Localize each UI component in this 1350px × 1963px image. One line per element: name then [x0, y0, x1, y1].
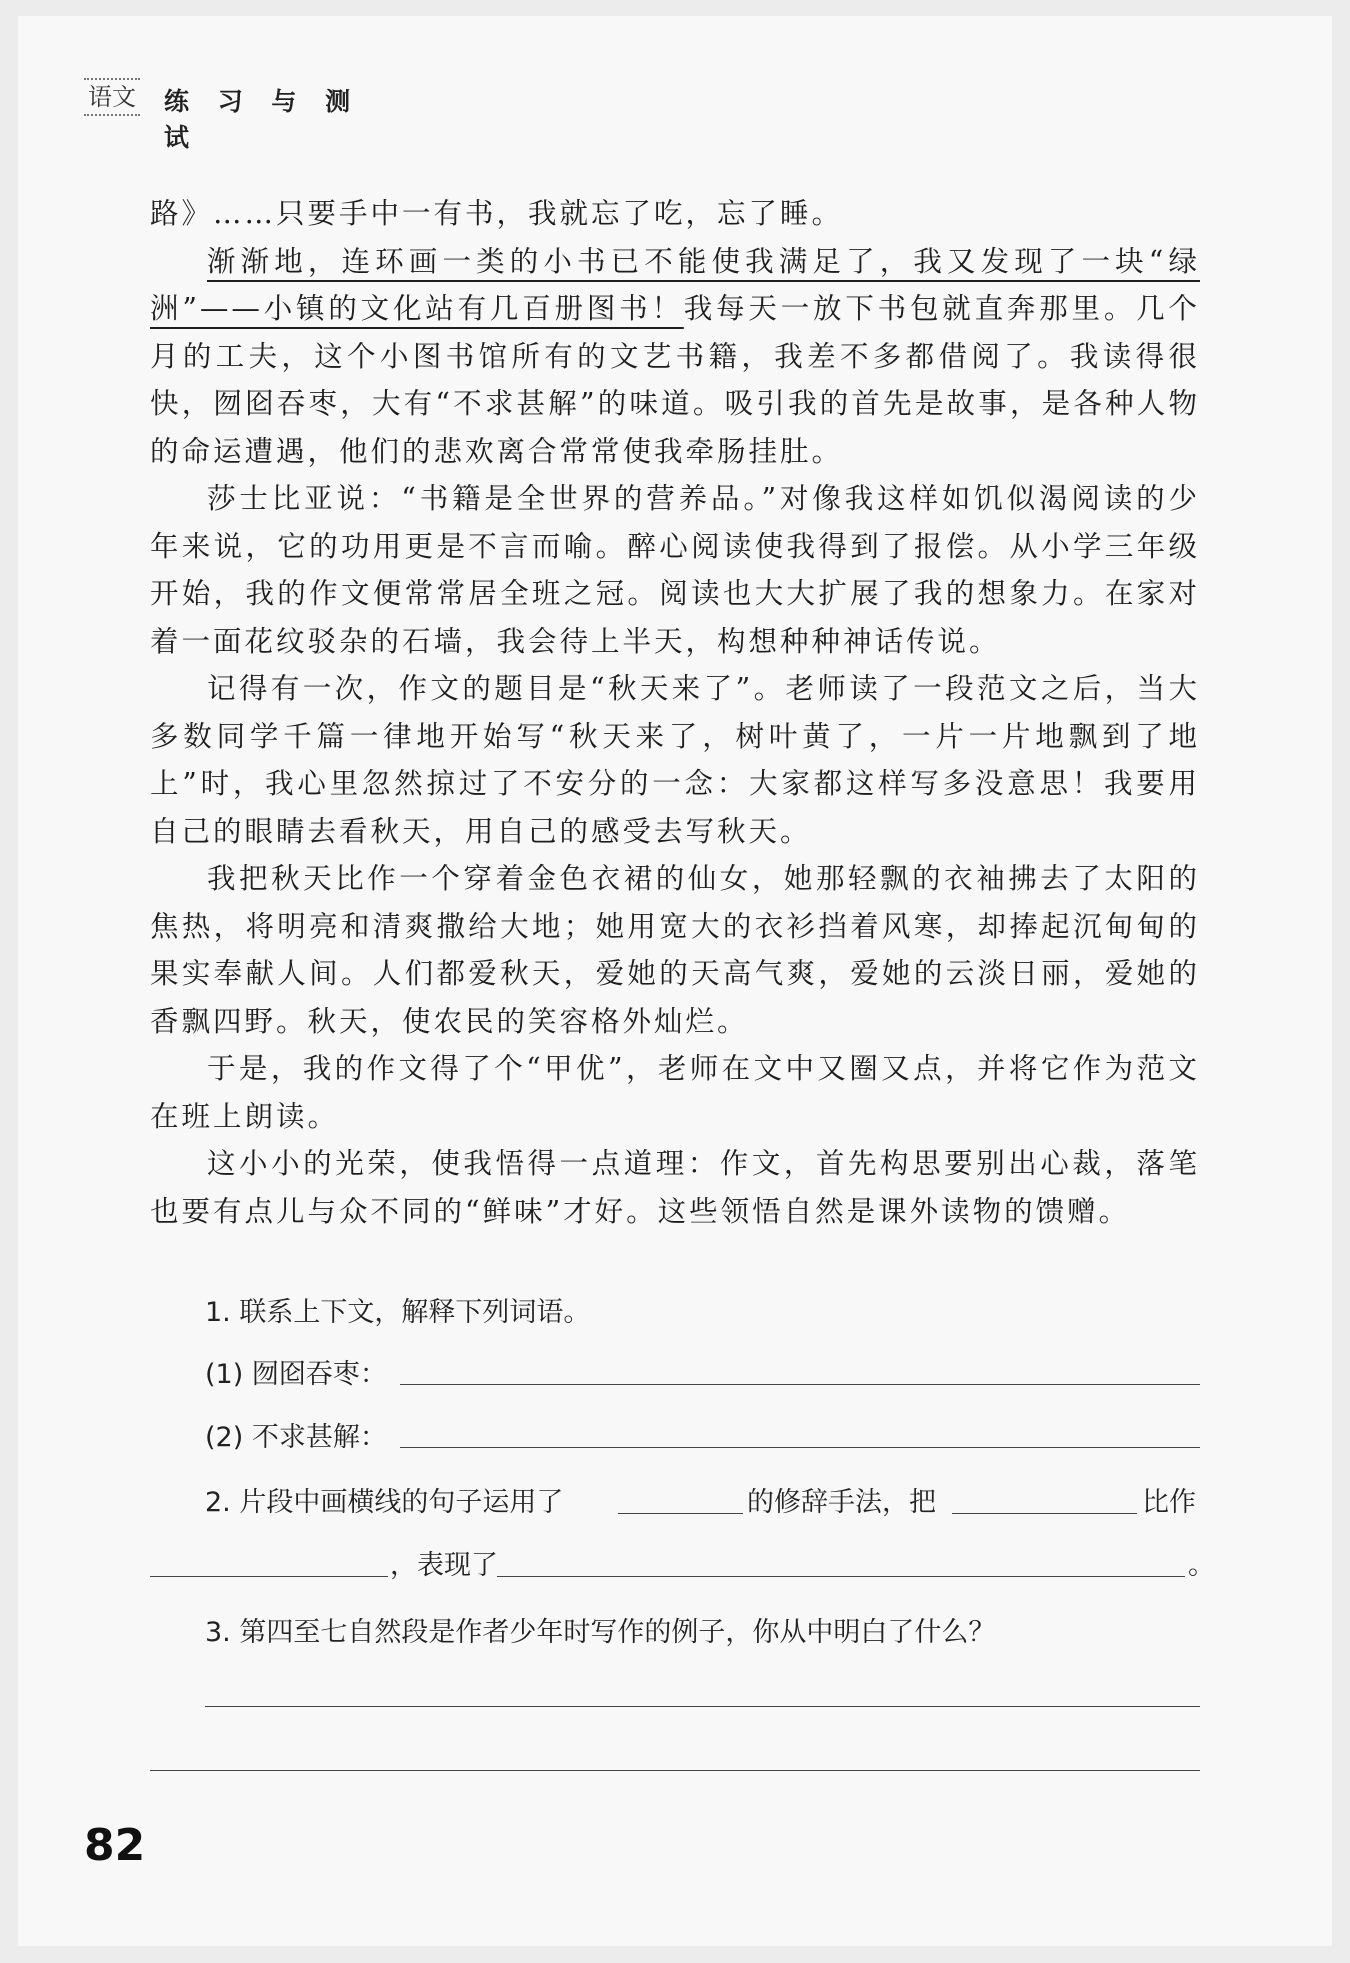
question-2-part-d: ，表现了: [390, 1550, 498, 1581]
underlined-sentence: 渐渐地，连环画一类的小书已不能使我满足了，我又发现了一块“绿洲”——小镇的文化站有几百册图书！: [150, 244, 1200, 325]
answer-line-3b[interactable]: [150, 1770, 1200, 1771]
question-2-part-b: 的修辞手法，把: [747, 1487, 936, 1518]
page-header: [84, 62, 384, 152]
book-title: 练 习 与 测 试: [164, 87, 361, 152]
answer-blank-shows[interactable]: [497, 1576, 1185, 1577]
paragraph-1-rest: 我每天一放下书包就直奔那里。几个月的工夫，这个小图书馆所有的文艺书籍，我差不多都借阅了。我读得很快，囫囵吞枣，大有“不求甚解”的味道。吸引我的首先是故事，是各种人物的命运遭遇，他们的悲欢离合常常使我牵肠挂肚。: [150, 292, 1200, 468]
paragraph-4: 我把秋天比作一个穿着金色衣裙的仙女，她那轻飘的衣袖拂去了太阳的焦热，将明亮和清爽撒给大地；她用宽大的衣衫挡着风寒，却捧起沉甸甸的果实奉献人间。人们都爱秋天，爱她的天高气爽，爱她的云淡日丽，爱她的香飘四野。秋天，使农民的笑容格外灿烂。: [150, 862, 1200, 1038]
page-number: 82: [84, 1820, 146, 1871]
answer-blank-rhetoric[interactable]: [618, 1513, 743, 1514]
answer-line-1-1[interactable]: [400, 1384, 1200, 1385]
question-1-2-label: (2) 不求甚解：: [205, 1422, 387, 1453]
question-3: 3. 第四至七自然段是作者少年时写作的例子，你从中明白了什么？: [205, 1617, 996, 1648]
answer-blank-object[interactable]: [952, 1513, 1137, 1514]
subject-label: 语文: [84, 78, 140, 116]
paragraph-2: 莎士比亚说：“书籍是全世界的营养品。”对像我这样如饥似渴阅读的少年来说，它的功用更是不言而喻。醉心阅读使我得到了报偿。从小学三年级开始，我的作文便常常居全班之冠。阅读也大大扩展了我的想象力。在家对着一面花纹驳杂的石墙，我会待上半天，构想种种神话传说。: [150, 482, 1200, 658]
answer-line-1-2[interactable]: [400, 1447, 1200, 1448]
question-2-part-a: 2. 片段中画横线的句子运用了: [205, 1487, 564, 1518]
question-1-1-label: (1) 囫囵吞枣：: [205, 1359, 387, 1390]
question-2-part-e: 。: [1188, 1550, 1215, 1581]
paragraph-5: 于是，我的作文得了个“甲优”，老师在文中又圈又点，并将它作为范文在班上朗读。: [150, 1052, 1200, 1133]
answer-line-3a[interactable]: [205, 1706, 1200, 1707]
paragraph-1: [150, 238, 1200, 476]
paragraph-3: 记得有一次，作文的题目是“秋天来了”。老师读了一段范文之后，当大多数同学千篇一律地开始写“秋天来了，树叶黄了，一片一片地飘到了地上”时，我心里忽然掠过了不安分的一念：大家都这样写多没意思！我要用自己的眼睛去看秋天，用自己的感受去写秋天。: [150, 672, 1200, 848]
paragraph-6: 这小小的光荣，使我悟得一点道理：作文，首先构思要别出心裁，落笔也要有点儿与众不同的“鲜味”才好。这些领悟自然是课外读物的馈赠。: [150, 1147, 1200, 1228]
question-2-part-c: 比作: [1142, 1487, 1196, 1518]
paragraph-0: 路》……只要手中一有书，我就忘了吃，忘了睡。: [150, 197, 844, 230]
question-1: 1. 联系上下文，解释下列词语。: [205, 1297, 591, 1328]
reading-passage: [150, 190, 1200, 1235]
answer-blank-compared-to[interactable]: [150, 1576, 388, 1577]
